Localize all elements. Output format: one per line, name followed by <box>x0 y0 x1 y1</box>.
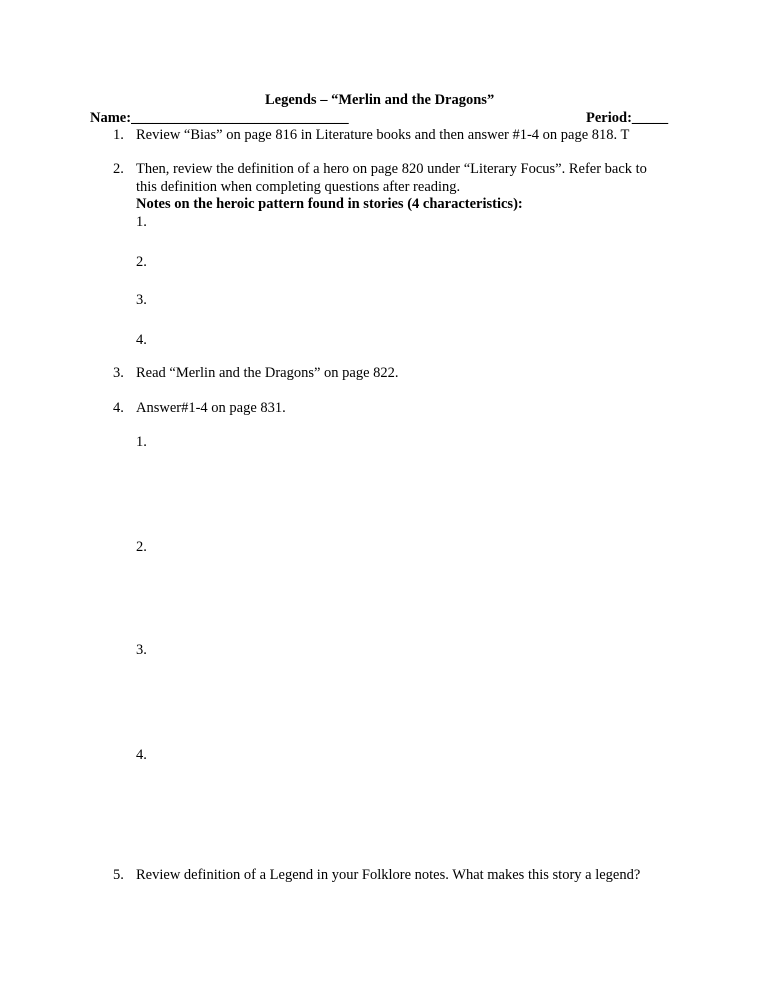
item-number: 3. <box>113 365 124 381</box>
sub-item-number: 1. <box>136 434 147 450</box>
item-number: 2. <box>113 161 124 177</box>
page-title: Legends – “Merlin and the Dragons” <box>265 92 495 108</box>
sub-item-number: 1. <box>136 214 147 230</box>
notes-heading: Notes on the heroic pattern found in stories (4 characteristics): <box>136 196 523 212</box>
item-text: Review definition of a Legend in your Folklore notes. What makes this story a legend? <box>136 867 641 883</box>
item-text: Then, review the definition of a hero on page 820 under “Literary Focus”. Refer back to <box>136 161 647 177</box>
sub-item-number: 3. <box>136 292 147 308</box>
item-text: Review “Bias” on page 816 in Literature books and then answer #1-4 on page 818. T <box>136 127 630 143</box>
item-text: Answer#1-4 on page 831. <box>136 400 286 416</box>
item-text: Read “Merlin and the Dragons” on page 822. <box>136 365 399 381</box>
name-field-label: Name:______________________________ <box>90 110 349 126</box>
item-number: 5. <box>113 867 124 883</box>
period-field-label: Period:_____ <box>586 110 669 126</box>
item-number: 1. <box>113 127 124 143</box>
sub-item-number: 4. <box>136 747 147 763</box>
item-number: 4. <box>113 400 124 416</box>
sub-item-number: 2. <box>136 539 147 555</box>
sub-item-number: 3. <box>136 642 147 658</box>
item-text-continued: this definition when completing questions after reading. <box>136 179 461 195</box>
sub-item-number: 4. <box>136 332 147 348</box>
sub-item-number: 2. <box>136 254 147 270</box>
